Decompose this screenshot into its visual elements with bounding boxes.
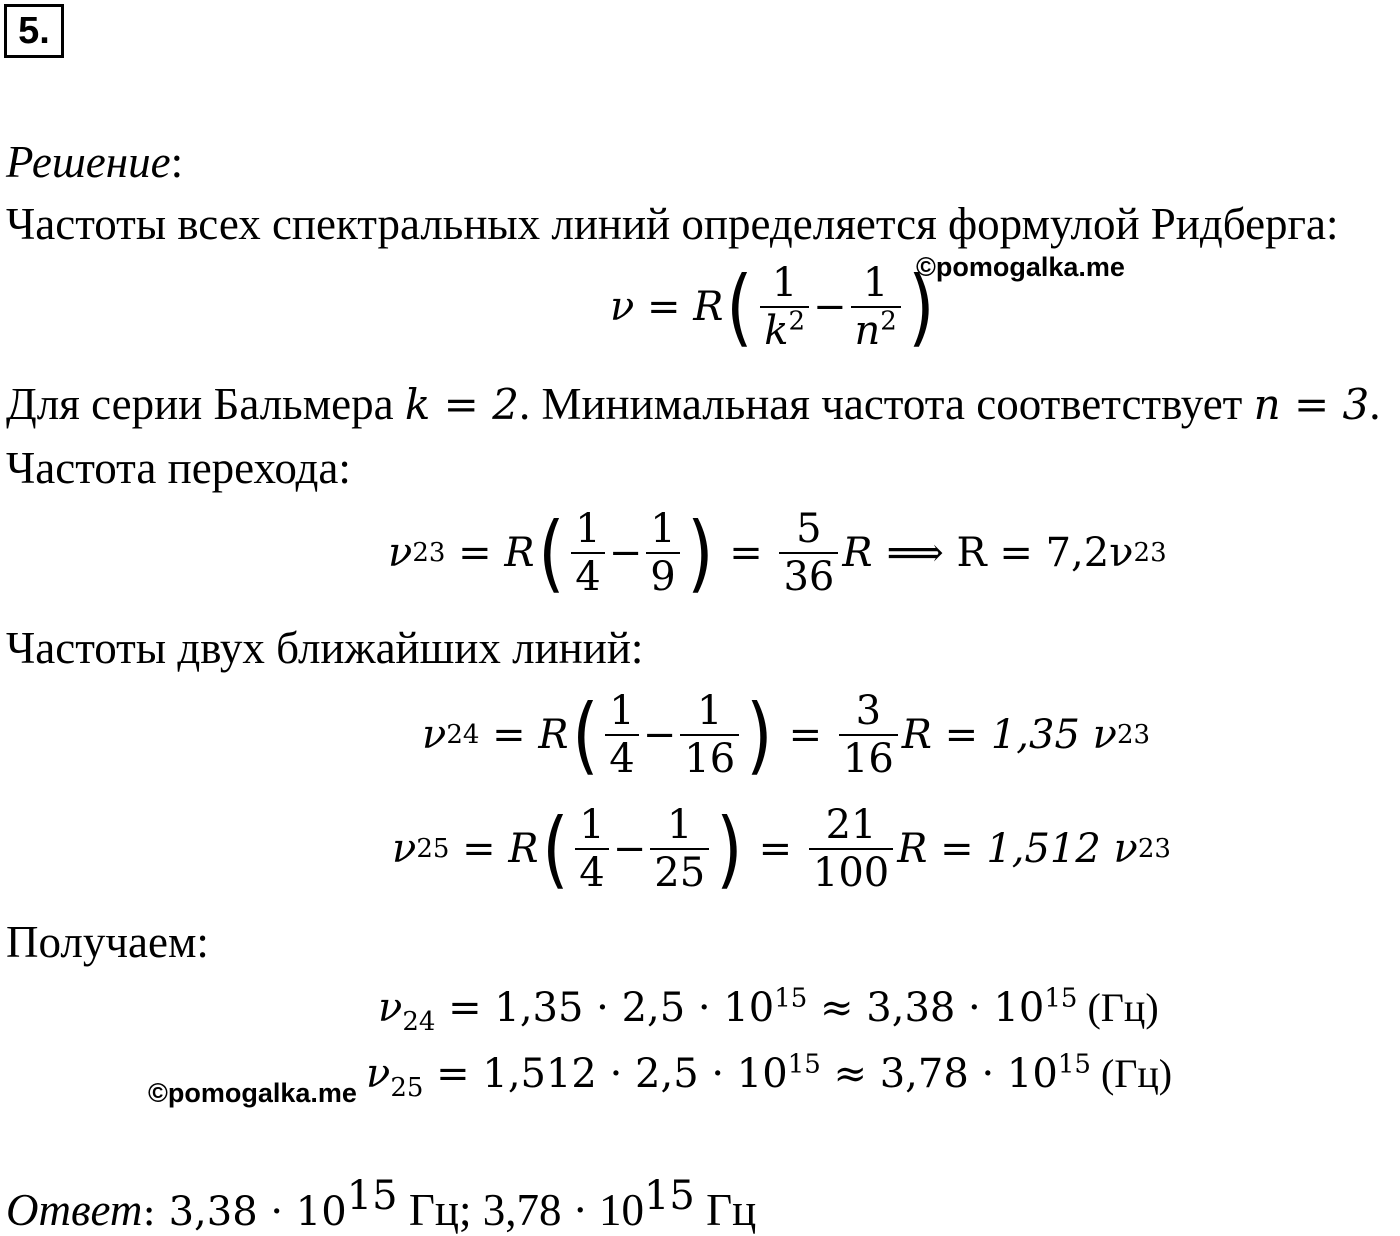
watermark-bottom: ©pomogalka.me — [148, 1078, 357, 1108]
solution-label: Решение — [6, 137, 171, 187]
equation-nu23: ν 23 = R ( $\frac{1}{4}$ − $\frac{1}{9}$ ) = $\frac{5}{36}$ R ⟹ R = 7,2ν 23 — [388, 504, 1167, 602]
answer-line: Ответ: $3,38 \cdot 10^{15}$ Гц; $3,78 \cdot 10^{15}$ Гц — [6, 1173, 757, 1235]
transition-label: Частота перехода: — [6, 443, 351, 493]
intro-text: Частоты всех спектральных линий определяется формулой Ридберга: — [6, 199, 1339, 249]
balmer-line: Для серии Бальмера k = 2. Минимальная частота соответствует n = 3. — [6, 379, 1381, 429]
numeric-nu24: $\nu_{24} = 1,35 \cdot 2,5 \cdot 10^{15} \approx 3,38 \cdot 10^{15}$ (Гц) — [378, 983, 1159, 1037]
nearest-lines-label: Частоты двух ближайших линий: — [6, 623, 644, 673]
fraction-1-over-k2: $\frac{1}{k^2}$ — [760, 262, 809, 352]
solution-heading: Решение: — [6, 137, 184, 187]
numeric-nu25: $\nu_{25} = 1,512 \cdot 2,5 \cdot 10^{15} \approx 3,78 \cdot 10^{15}$ (Гц) — [366, 1049, 1173, 1103]
fraction-1-over-n2: $\frac{1}{n^2}$ — [851, 262, 901, 352]
equation-nu24: ν 24 = R ( $\frac{1}{4}$ − $\frac{1}{16}$ ) = $\frac{3}{16}$ R = 1,35 ν 23 — [422, 686, 1151, 784]
problem-number: 5. — [4, 4, 64, 58]
answer-label: Ответ — [6, 1185, 143, 1235]
rydberg-constant: R — [693, 284, 724, 330]
nu-symbol: ν — [610, 284, 635, 330]
rydberg-formula: ν = R ( $\frac{1}{k^2}$ − $\frac{1}{n^2}$ ) — [610, 258, 935, 356]
equation-nu25: ν 25 = R ( $\frac{1}{4}$ − $\frac{1}{25}$ ) = $\frac{21}{100}$ R = 1,512 ν 23 — [392, 800, 1171, 898]
get-label: Получаем: — [6, 917, 209, 967]
watermark-top: ©pomogalka.me — [916, 252, 1125, 282]
